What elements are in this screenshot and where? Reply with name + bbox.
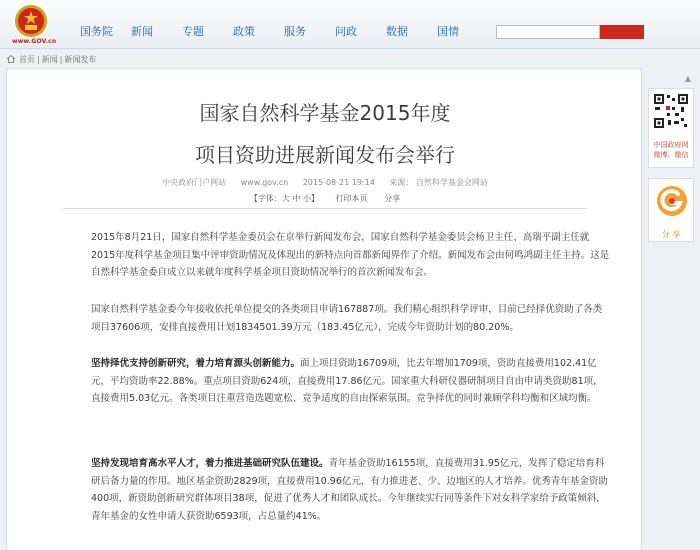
breadcrumb [6,53,96,65]
breadcrumb-press-release[interactable]: 新闻发布 [64,54,97,64]
qr-caption-line1: 中国政府网 [653,141,689,149]
meta-time: 2015-08-21 19:14 [302,178,375,187]
nav-item-services[interactable]: 服务 [284,25,306,38]
article-title-line2: 项目资助进展新闻发布会举行 [195,143,455,167]
national-emblem-logo[interactable] [14,4,48,38]
font-size-control[interactable]: 【字体：大 中 小】 [249,194,319,203]
site-url: www.GOV.cn [12,38,57,45]
nav-item-topics[interactable]: 专题 [182,25,204,38]
share-logo-icon [656,185,688,217]
paragraph-2-text: 国家自然科学基金委今年接收依托单位提交的各类项目申请167887项。我们精心组织科学评审，目前已经择优资助了各类项目37606项，安排直接费用计划1834501.39万元（183.45亿元），完成今年资助计划的80.20%。 [91,304,603,333]
paragraph-4 [91,455,611,525]
scroll-up-arrow-icon[interactable]: ▲ [684,74,692,83]
nav-item-inquiry[interactable]: 问政 [335,25,357,38]
nav-item-data[interactable]: 数据 [386,25,408,38]
meta-source: 中央政府门户网站 [162,178,227,187]
paragraph-1-text: 2015年8月21日，国家自然科学基金委员会在京举行新闻发布会，国家自然科学基金委员会杨卫主任、高瑞平副主任就2015年度科学基金项目集中评审资助情况及体现出的新特点向首都新闻界作了介绍。新闻发布会由何鸣鸿副主任主持。这是自然科学基金委自成立以来就年度科学基金项目资助情况举行的首次新闻发布会。 [91,232,610,278]
search-input[interactable] [496,25,600,39]
meta-origin: 来源： 自然科学基金会网站 [389,178,488,187]
breadcrumb-separator: | [37,54,40,64]
breadcrumb-separator: | [59,54,63,64]
nav-item-national-info[interactable]: 国情 [437,25,459,38]
share-widget[interactable] [648,178,694,242]
paragraph-3-lead: 坚持择优支持创新研究，着力培育源头创新能力。 [91,358,301,369]
nav-item-news[interactable]: 新闻 [131,25,153,38]
qr-caption-line2: 微博、微信 [653,151,689,159]
print-link[interactable]: 打印本页 [335,194,368,203]
qr-code-card[interactable] [648,88,694,168]
search-button[interactable] [600,25,644,39]
paragraph-4-lead: 坚持发现培育高水平人才，着力推进基础研究队伍建设。 [91,458,329,469]
nav-item-policy[interactable]: 政策 [233,25,255,38]
paragraph-3 [91,355,611,408]
article-panel [6,68,642,550]
qr-code-icon [653,93,689,129]
share-link[interactable]: 分享 [384,194,401,203]
article-meta [7,177,643,188]
paragraph-2 [91,301,611,336]
breadcrumb-home[interactable]: 首页 [19,54,35,64]
article-tools [7,193,643,204]
home-icon [6,54,16,64]
meta-site: www.gov.cn [240,178,289,187]
divider [63,208,587,209]
breadcrumb-news[interactable]: 新闻 [41,54,58,64]
article-title-line1: 国家自然科学基金2015年度 [199,101,451,125]
site-header [0,0,700,49]
nav-item-state-council[interactable]: 国务院 [80,25,113,38]
paragraph-1 [91,229,611,282]
paragraph-3-text: 面上项目资助16709项，比去年增加1709项，资助直接费用102.41亿元，平均资助率22.88%。重点项目资助624项，直接费用17.86亿元。国家重大科研仪器研制项目自由申请类资助81项，直接费用5.03亿元。各类项目注重营造选题宽松、竞争适度的自由探索氛围。竞争择优的同时兼顾学科均衡和区域均衡。 [91,358,603,404]
share-label: 分 享 [661,230,681,239]
paragraph-4-text: 青年基金资助16155项，直接费用31.95亿元，发挥了稳定培育科研后备力量的作用。地区基金资助2829项，直接费用10.96亿元，有力推进老、少、边地区的人才培养。优秀青年基金资助400项，新资助创新研究群体项目38项，促进了优秀人才和团队成长。今年继续实行同等条件下对女科学家给予政策倾斜，青年基金的女性申请人获资助6593项，占总量约41%。 [91,458,608,522]
